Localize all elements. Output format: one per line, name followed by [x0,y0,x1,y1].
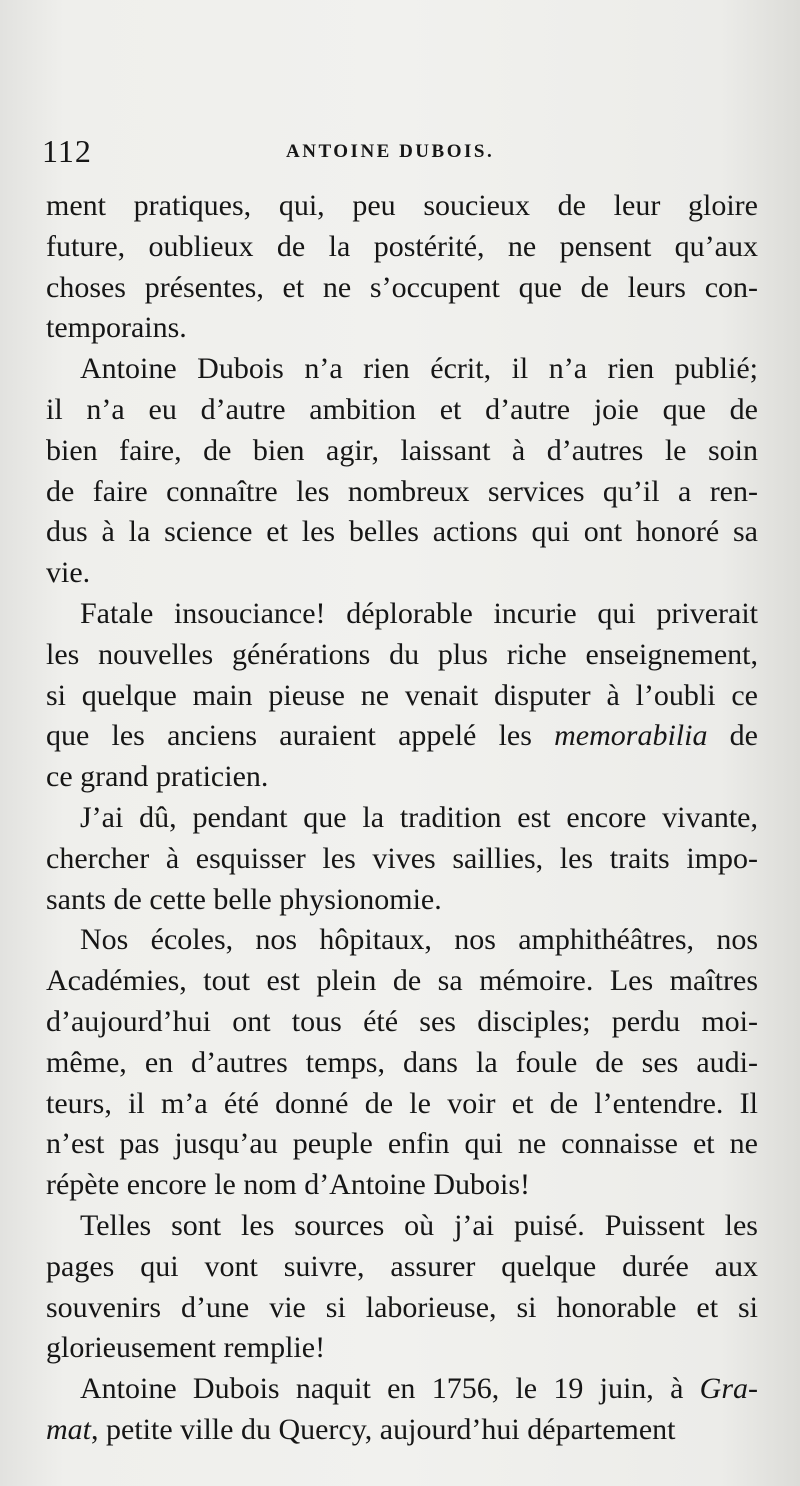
text-line: bien faire, de bien agir, laissant à d’autres le soin [46,433,758,467]
paragraph [46,186,758,349]
text-line: glorieusement remplie! [46,1331,326,1365]
text-line: pages qui vont suivre, assurer quelque durée aux [46,1249,758,1283]
page-number: 112 [42,133,92,169]
text-line: il n’a eu d’autre ambition et d’autre joie que de [46,392,758,426]
page-header [42,133,758,173]
text-line: Antoine Dubois n’a rien écrit, il n’a rien publié; [80,352,758,386]
text-line: dus à la science et les belles actions qui ont honoré sa [46,515,758,549]
text-line: teurs, il m’a été donné de le voir et de l’entendre. Il [46,1086,758,1120]
text-line: Telles sont les sources où j’ai puisé. Puissent les [80,1208,758,1242]
text-line: Antoine Dubois naquit en 1756, le 19 juin, à Gra- [80,1372,758,1406]
text-line: vie. [46,556,91,590]
text-line: temporains. [46,311,187,345]
text-line: future, oublieux de la postérité, ne pensent qu’aux [46,229,758,263]
text-line: choses présentes, et ne s’occupent que de leurs con- [46,270,758,304]
text-line: souvenirs d’une vie si laborieuse, si honorable et si [46,1290,758,1324]
text-line: répète encore le nom d’Antoine Dubois! [46,1168,530,1202]
text-line: même, en d’autres temps, dans la foule de ses audi- [46,1045,758,1079]
text-line: d’aujourd’hui ont tous été ses disciples; perdu moi- [46,1004,758,1038]
text-line: sants de cette belle physionomie. [46,882,442,916]
text-line: Fatale insouciance! déplorable incurie qui priverait [80,596,758,630]
text-line: chercher à esquisser les vives saillies, les traits impo- [46,841,758,875]
text-line: mat, petite ville du Quercy, aujourd’hui département [46,1412,676,1446]
paragraph [46,594,758,798]
text-line: les nouvelles générations du plus riche enseignement, [46,637,758,671]
paragraph [46,349,758,594]
text-line: si quelque main pieuse ne venait disputer à l’oubli ce [46,678,758,712]
text-line: J’ai dû, pendant que la tradition est encore vivante, [80,800,758,834]
text-line: Nos écoles, nos hôpitaux, nos amphithéâtres, nos [80,923,758,957]
text-line: n’est pas jusqu’au peuple enfin qui ne connaisse et ne [46,1127,758,1161]
text-line: ce grand praticien. [46,760,269,794]
paragraph [46,920,758,1206]
text-line: que les anciens auraient appelé les memorabilia de [46,719,758,753]
text-line: de faire connaître les nombreux services qu’il a ren- [46,474,758,508]
running-title: ANTOINE DUBOIS. [286,141,495,162]
paragraph [46,798,758,920]
body-text [46,186,758,1451]
paragraph [46,1369,758,1451]
paragraph [46,1206,758,1369]
text-line: ment pratiques, qui, peu soucieux de leur gloire [46,189,758,222]
text-line: Académies, tout est plein de sa mémoire. Les maîtres [46,964,758,998]
